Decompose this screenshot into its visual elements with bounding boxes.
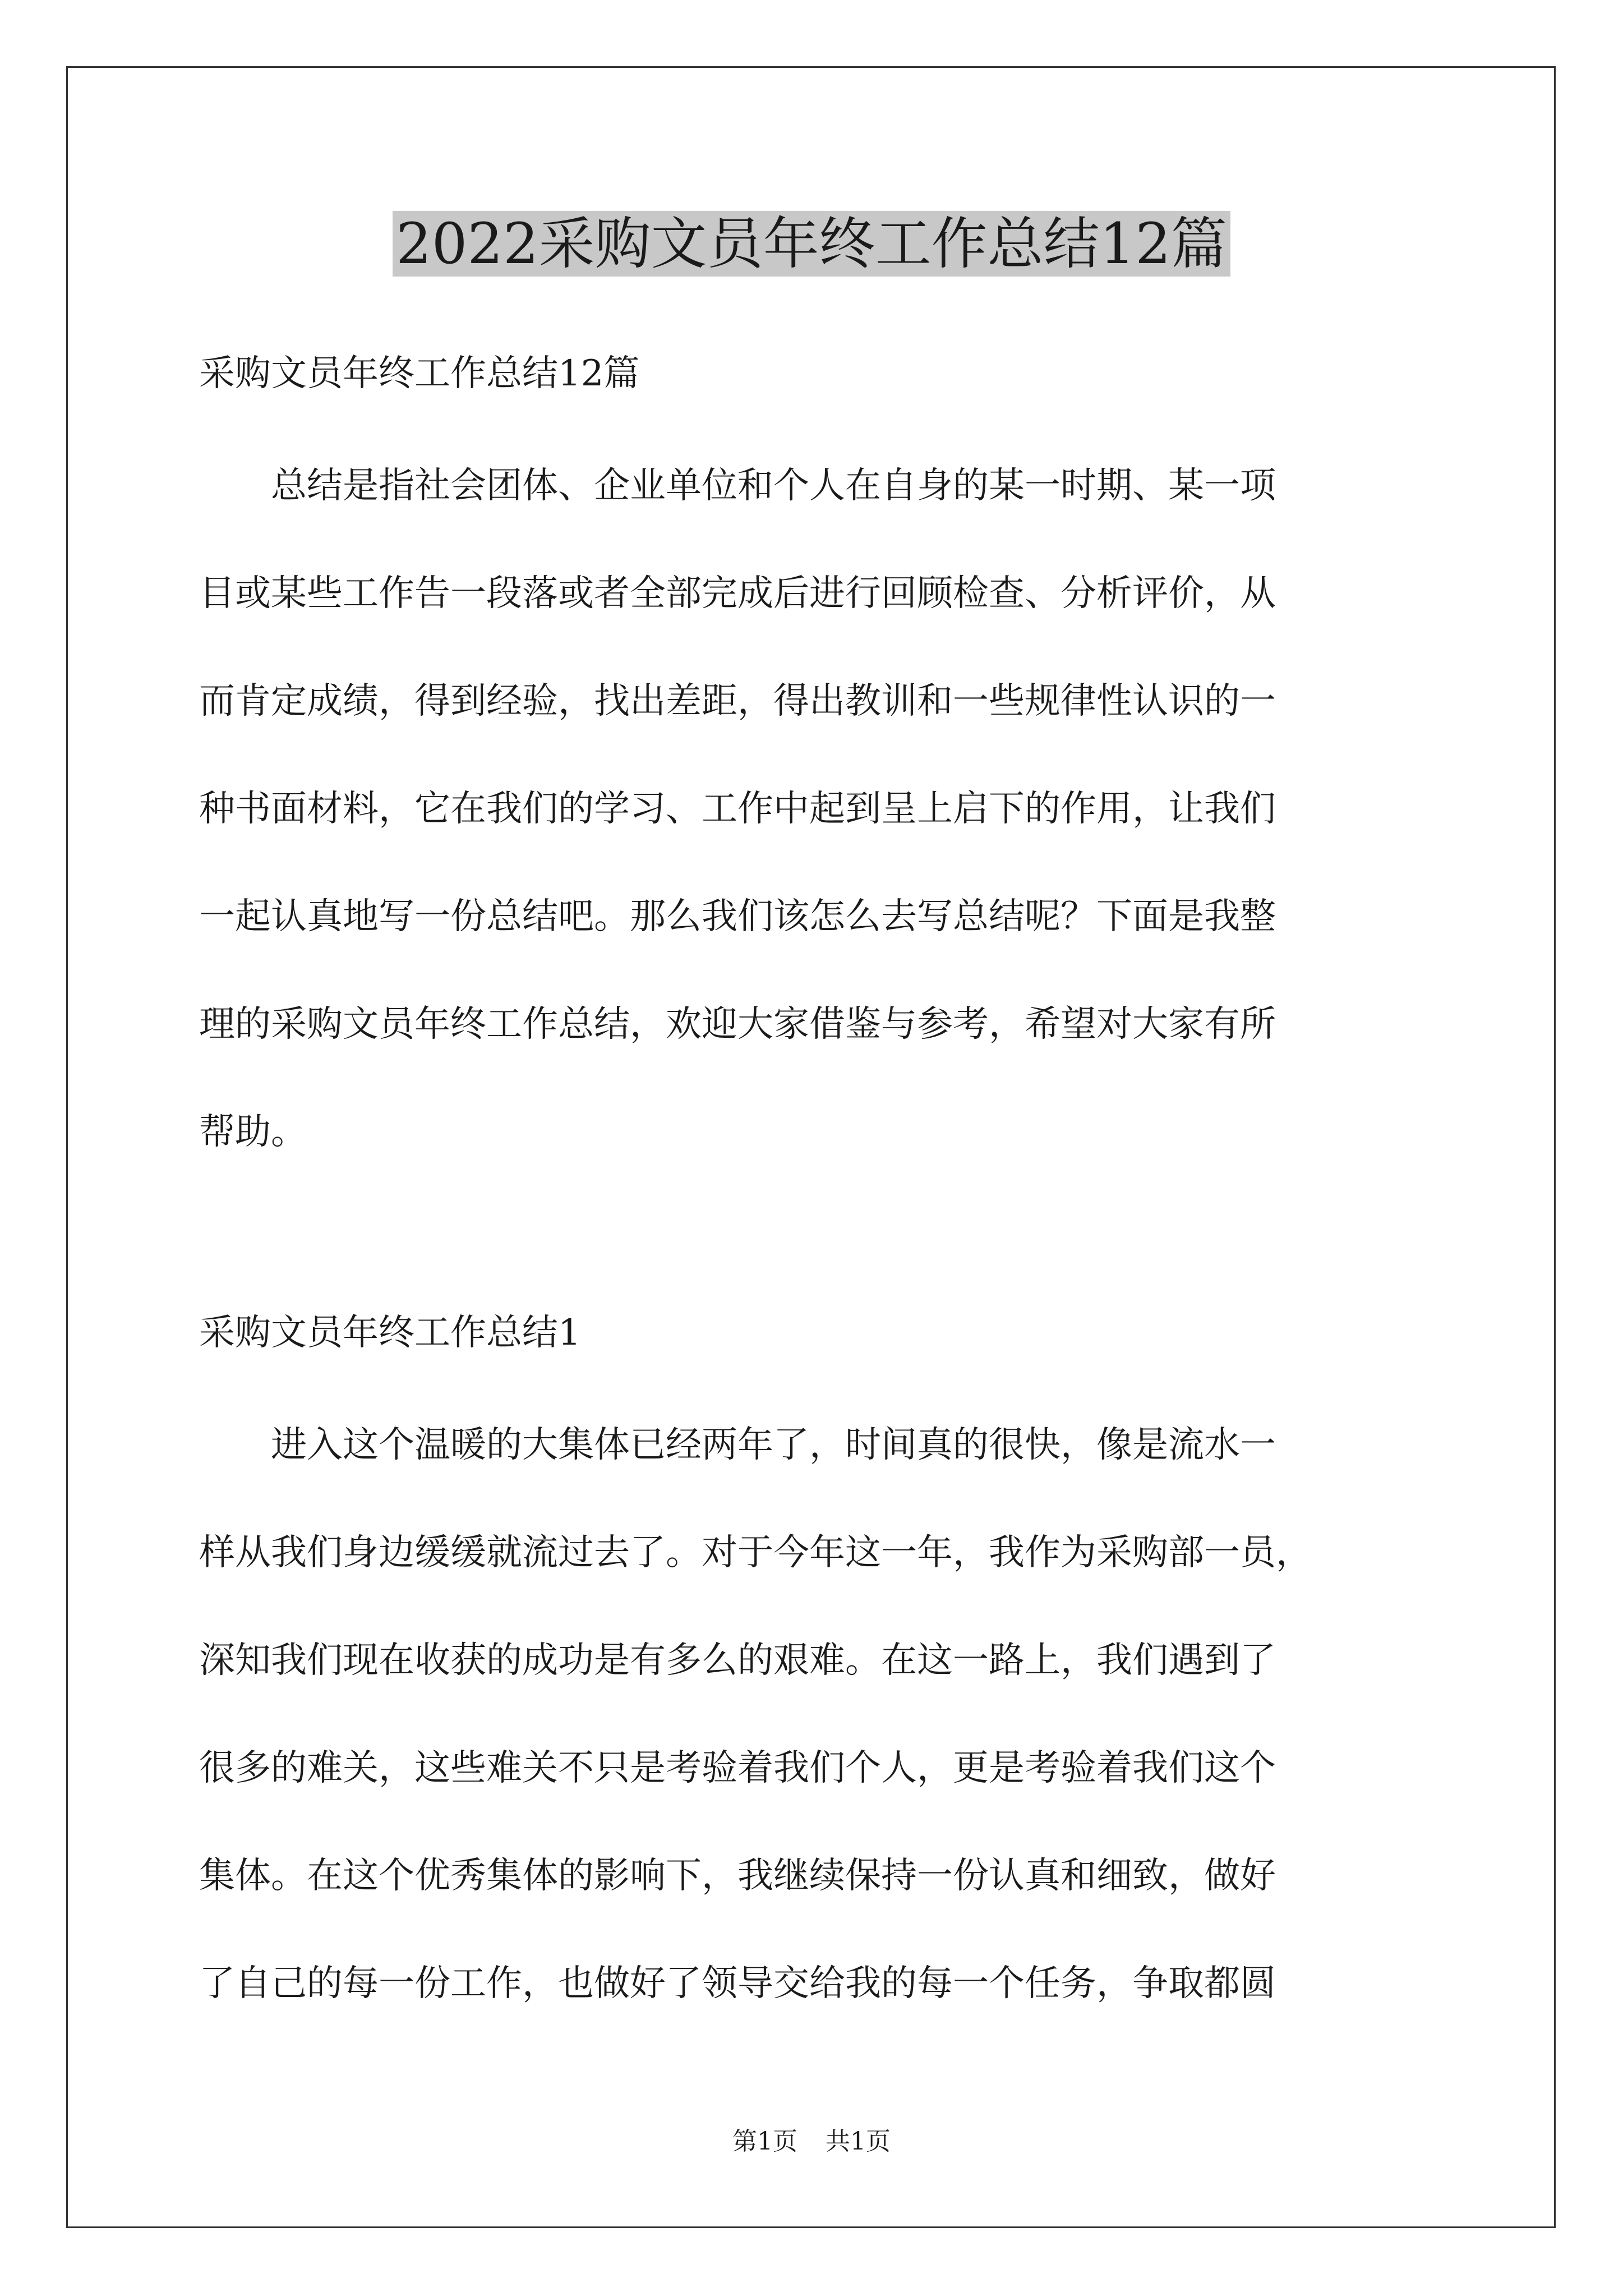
page-number: 第1页 bbox=[732, 2127, 797, 2156]
paragraph-line: 集体。在这个优秀集体的影响下，我继续保持一份认真和细致，做好 bbox=[199, 1855, 1276, 1897]
paragraph-line: 目或某些工作告一段落或者全部完成后进行回顾检查、分析评价，从 bbox=[199, 573, 1276, 614]
paragraph-line: 总结是指社会团体、企业单位和个人在自身的某一时期、某一项 bbox=[199, 465, 1276, 507]
paragraph-line: 帮助。 bbox=[199, 1111, 307, 1153]
page-total: 共1页 bbox=[826, 2127, 891, 2156]
intro-paragraph bbox=[199, 432, 1433, 1186]
paragraph-line: 样从我们身边缓缓就流过去了。对于今年这一年，我作为采购部一员， bbox=[199, 1532, 1312, 1573]
document-title: 2022采购文员年终工作总结12篇 bbox=[0, 202, 1623, 286]
paragraph-line: 一起认真地写一份总结吧。那么我们该怎么去写总结呢？下面是我整 bbox=[199, 896, 1276, 937]
paragraph-line: 种书面材料，它在我们的学习、工作中起到呈上启下的作用，让我们 bbox=[199, 788, 1276, 830]
section-heading: 采购文员年终工作总结1 bbox=[199, 1312, 581, 1354]
section1-paragraph bbox=[199, 1391, 1433, 2037]
page-footer bbox=[0, 2125, 1623, 2159]
paragraph-line: 进入这个温暖的大集体已经两年了，时间真的很快，像是流水一 bbox=[199, 1424, 1276, 1466]
paragraph-line: 深知我们现在收获的成功是有多么的艰难。在这一路上，我们遇到了 bbox=[199, 1640, 1276, 1681]
paragraph-line: 理的采购文员年终工作总结，欢迎大家借鉴与参考，希望对大家有所 bbox=[199, 1004, 1276, 1045]
paragraph-line: 而肯定成绩，得到经验，找出差距，得出教训和一些规律性认识的一 bbox=[199, 680, 1276, 722]
paragraph-line: 了自己的每一份工作，也做好了领导交给我的每一个任务，争取都圆 bbox=[199, 1963, 1276, 2004]
document-subtitle: 采购文员年终工作总结12篇 bbox=[199, 353, 640, 394]
paragraph-line: 很多的难关，这些难关不只是考验着我们个人，更是考验着我们这个 bbox=[199, 1747, 1276, 1789]
